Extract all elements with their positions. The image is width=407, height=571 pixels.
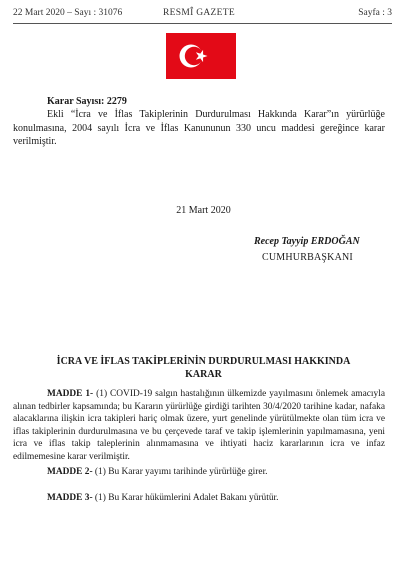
header-divider <box>13 23 392 24</box>
document-title <box>0 355 407 381</box>
decree-date: 21 Mart 2020 <box>176 205 231 216</box>
article-text: (1) Bu Karar hükümlerini Adalet Bakanı yürütür. <box>92 493 279 503</box>
article-label: MADDE 3- <box>47 493 93 503</box>
signer-name: Recep Tayyip ERDOĞAN <box>254 236 360 247</box>
decree-number: Karar Sayısı: 2279 <box>47 96 127 107</box>
article-3 <box>13 492 385 505</box>
document-title-line: KARAR <box>185 369 222 380</box>
page-number: Sayfa : 3 <box>358 8 392 18</box>
article-1 <box>13 388 385 464</box>
signer-title: CUMHURBAŞKANI <box>262 252 353 263</box>
page-header <box>13 8 392 22</box>
turkish-flag-icon <box>166 33 236 79</box>
article-text: (1) COVID-19 salgın hastalığının ülkemizde yayılmasını önlemek amacıyla alınan tedbirler kapsamında; bu Kararın yürürlüğe girdiği tarihten 30/4/2020 tarihine kadar, nafaka alacaklarına ilişkin icra takipleri hariç olmak üzere, yurt genelinde yürütülmekte olan tüm icra ve iflas takiplerinin durdurulmasına ve bu çerçevede taraf ve takip işlemlerinin yapılmamasına, yeni icra ve iflas takip taleplerinin alınmamasına ve ihtiyati haciz kararlarının icra ve infaz edilmemesine karar verilmiştir. <box>13 389 385 462</box>
decree-intro: Ekli “İcra ve İflas Takiplerinin Durdurulması Hakkında Karar”ın yürürlüğe konulmasına, 2004 sayılı İcra ve İflas Kanununun 330 uncu maddesi gereğince karar verilmiştir. <box>13 109 385 147</box>
gazette-name: RESMÎ GAZETE <box>163 8 235 18</box>
document-title-line: İCRA VE İFLAS TAKİPLERİNİN DURDURULMASI HAKKINDA <box>56 356 351 367</box>
issue-date-number: 22 Mart 2020 – Sayı : 31076 <box>13 8 123 18</box>
article-label: MADDE 1- <box>47 389 94 399</box>
article-text: (1) Bu Karar yayımı tarihinde yürürlüğe girer. <box>92 467 268 477</box>
article-label: MADDE 2- <box>47 467 93 477</box>
article-2 <box>13 466 385 479</box>
